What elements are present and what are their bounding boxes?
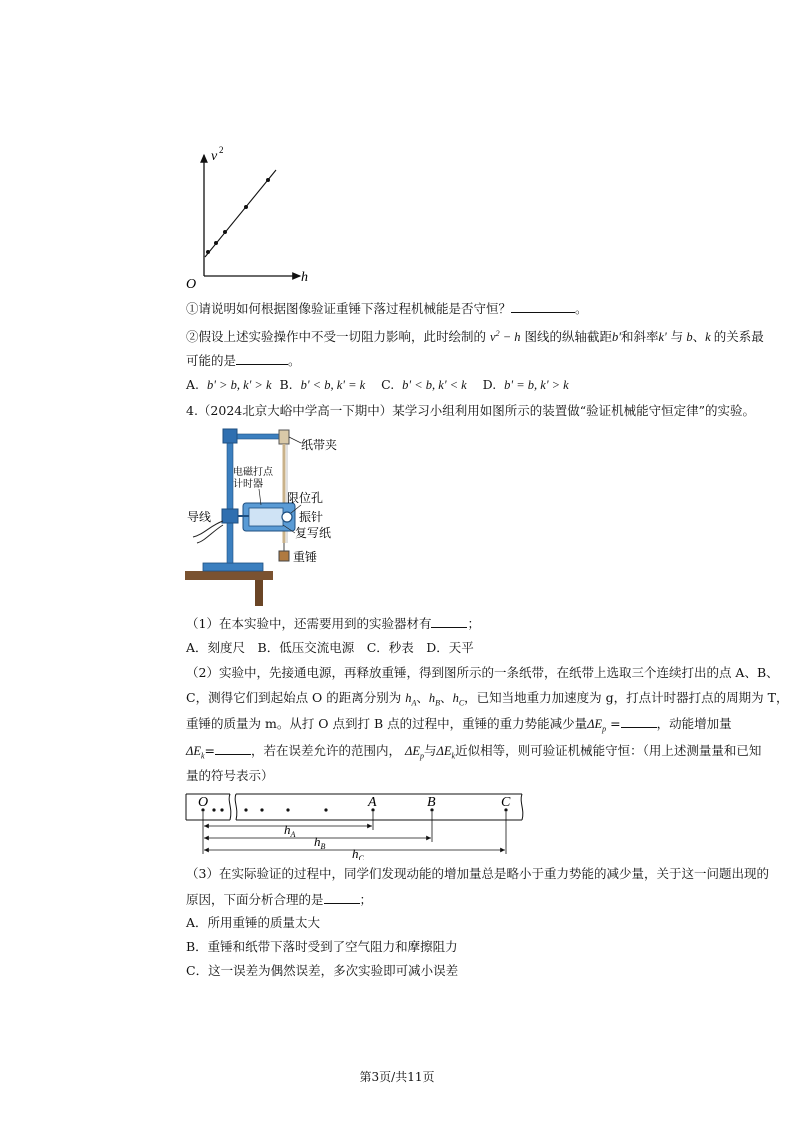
q3-options: A. b' > b, k' > k B. b' < b, k' = k C. b' < b, k' < k D. b' = b, k' > k	[186, 377, 569, 392]
origin-label: O	[186, 277, 197, 292]
hammer	[279, 551, 289, 561]
v2-h-graph	[180, 145, 320, 295]
q4-p1-options: A．刻度尺 B．低压交流电源 C．秒表 D．天平	[186, 640, 474, 655]
data-point	[244, 205, 248, 209]
label-hammer: 重锤	[293, 550, 318, 564]
page-footer: 第3页/共11页	[359, 1070, 435, 1084]
limit-hole	[282, 512, 292, 522]
q4-p3-line2: 原因，下面分析合理的是 ；	[186, 892, 373, 907]
q4-p3-option-c: C．这一误差为偶然误差，多次实验即可减小误差	[186, 963, 459, 978]
tape-label-O: O	[198, 795, 209, 810]
q4-p2-line1: （2）实验中，先接通电源，再释放重锤，得到图所示的一条纸带，在纸带上选取三个连续打出的点 A、B、	[186, 665, 779, 680]
lower-clamp	[222, 509, 238, 523]
apparatus-figure	[183, 425, 358, 608]
y-axis-label: v	[211, 149, 218, 164]
q4-p3-option-a: A．所用重锤的质量太大	[186, 915, 321, 930]
q4-header: 4.（2024北京大峪中学高一下期中）某学习小组利用如图所示的装置做“验证机械能守恒定律”的实验。	[186, 403, 756, 418]
label-clip: 纸带夹	[301, 438, 338, 452]
clamp	[223, 429, 237, 443]
paper-clip	[279, 430, 289, 444]
label-wire: 导线	[187, 510, 212, 524]
stand-base	[203, 563, 263, 571]
y-axis-label-sup: 2	[219, 145, 224, 155]
q4-p2-line3: 重锤的质量为 m。从打 O 点到打 B 点的过程中，重锤的重力势能减少量$\Delta E_p$ = ，动能增加量	[186, 716, 732, 734]
label-carbon: 复写纸	[295, 526, 332, 540]
x-axis-label: h	[301, 270, 308, 285]
dim-label-hC: $h_C$	[352, 846, 364, 860]
q3-sub1: ①请说明如何根据图像验证重锤下落过程机械能是否守恒？ 。	[186, 301, 588, 316]
answer-blank[interactable]	[215, 742, 251, 755]
answer-blank[interactable]	[621, 715, 657, 728]
q4-p1: （1）在本实验中，还需要用到的实验器材有 ；	[186, 616, 480, 631]
data-point	[223, 230, 227, 234]
data-point	[266, 178, 270, 182]
dim-label-hA: $h_A$	[284, 822, 296, 839]
q3-sub2-line2: 可能的是 。	[186, 353, 301, 368]
paper-tape-diagram	[184, 790, 529, 860]
tape-label-A: A	[368, 795, 377, 810]
answer-blank[interactable]	[324, 891, 360, 904]
label-needle: 振针	[299, 510, 324, 524]
table-top	[185, 571, 273, 580]
q4-p2-line2: C，测得它们到起始点 O 的距离分别为 $h_A$、$h_B$、$h_C$，已知当地重力加速度为 g，打点计时器打点的周期为 T，	[186, 690, 789, 708]
v2-h-expr: $v^2 - h$	[490, 329, 521, 345]
label-timer1: 电磁打点	[233, 467, 273, 478]
q4-p3-line1: （3）在实际验证的过程中，同学们发现动能的增加量总是略小于重力势能的减少量，关于这一问题出现的	[186, 866, 769, 881]
answer-blank[interactable]	[236, 352, 288, 365]
tape-label-C: C	[501, 795, 511, 810]
q4-p2-line4: $\Delta E_k=$ ，若在误差允许的范围内， $\Delta E_p$与$\Delta E_k$近似相等，则可验证机械能守恒：（用上述测量量和已知	[186, 743, 762, 761]
data-point	[214, 241, 218, 245]
answer-blank[interactable]	[431, 615, 467, 628]
q4-p3-option-b: B．重锤和纸带下落时受到了空气阻力和摩擦阻力	[186, 939, 458, 954]
data-point	[206, 250, 210, 254]
q3-sub2: ②假设上述实验操作中不受一切阻力影响，此时绘制的 $v^2 - h$ 图线的纵轴截距b'和斜率k' 与 b、k 的关系最	[186, 329, 764, 345]
stand-rod	[227, 433, 233, 563]
label-timer2: 计时器	[233, 479, 263, 490]
answer-blank[interactable]	[511, 300, 575, 313]
tape-label-B: B	[427, 795, 436, 810]
label-hole: 限位孔	[287, 491, 324, 505]
table-leg	[255, 580, 263, 606]
dim-label-hB: $h_B$	[314, 834, 326, 851]
q4-p2-line5: 量的符号表示）	[186, 768, 274, 783]
